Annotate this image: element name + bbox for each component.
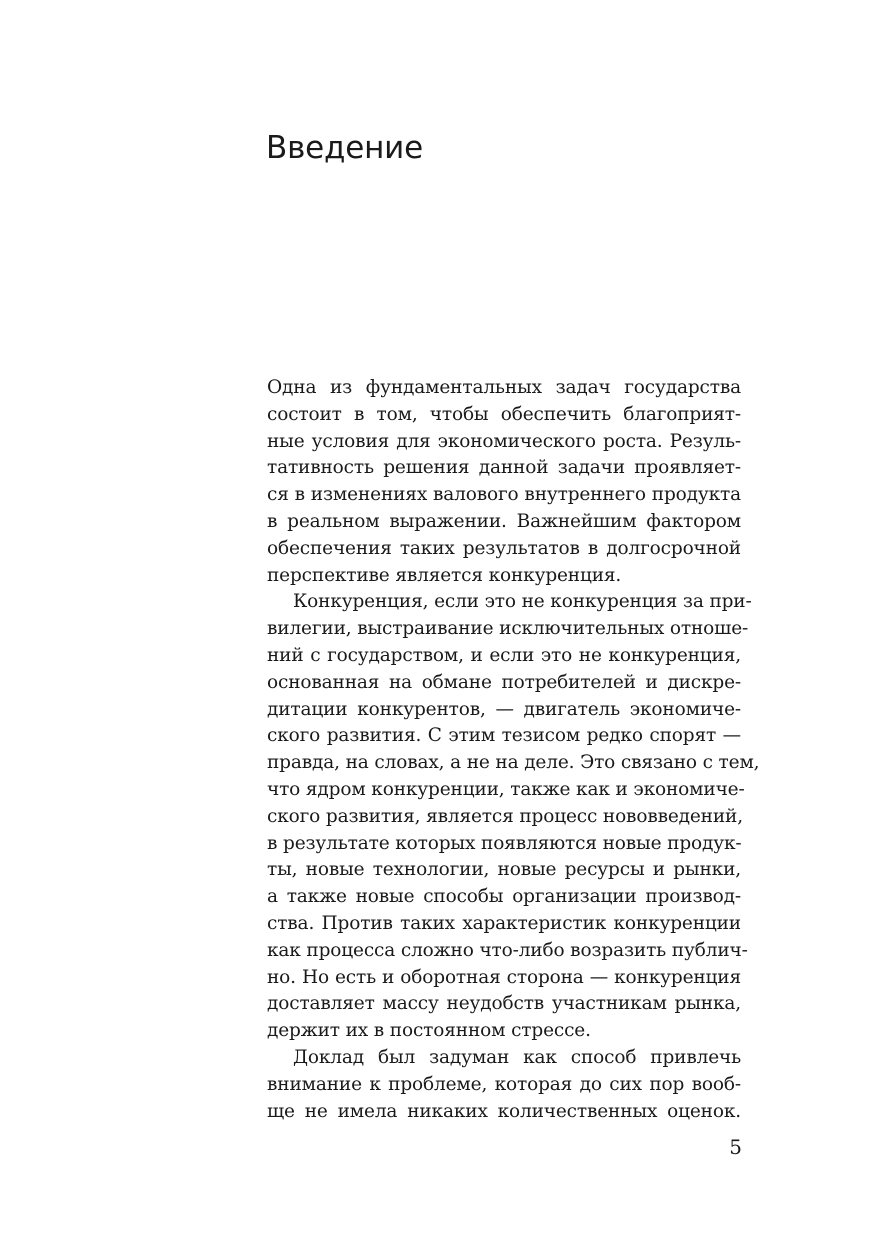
text-line: ний с государством, и если это не конкуренция, bbox=[267, 644, 741, 666]
text-line: ского развития, является процесс нововведений, bbox=[267, 805, 743, 827]
text-line: перспективе является конкуренция. bbox=[267, 564, 622, 586]
text-line: ского развития. С этим тезисом редко спорят — bbox=[267, 725, 741, 747]
text-line: ще не имела никаких количественных оценок. bbox=[267, 1100, 741, 1122]
text-line: ты, новые технологии, новые ресурсы и рынки, bbox=[267, 859, 741, 881]
text-line: как процесса сложно что-либо возразить публич- bbox=[267, 939, 748, 961]
text-line: что ядром конкуренции, также как и экономиче- bbox=[267, 778, 745, 800]
text-line: правда, на словах, а не на деле. Это связано с тем, bbox=[267, 752, 760, 774]
page-number: 5 bbox=[729, 1135, 742, 1159]
text-line: в реальном выражении. Важнейшим фактором bbox=[267, 510, 741, 532]
body-text bbox=[267, 375, 760, 1125]
text-line: но. Но есть и оборотная сторона — конкуренция bbox=[267, 966, 741, 988]
text-line: внимание к проблеме, которая до сих пор вооб- bbox=[267, 1073, 741, 1095]
text-line: Конкуренция, если это не конкуренция за при- bbox=[293, 591, 752, 613]
text-line: обеспечения таких результатов в долгосрочной bbox=[267, 537, 741, 559]
text-line: Одна из фундаментальных задач государства bbox=[267, 377, 741, 398]
text-line: доставляет массу неудобств участникам рынка, bbox=[267, 993, 741, 1015]
text-line: держит их в постоянном стрессе. bbox=[267, 1020, 591, 1042]
text-line: дитации конкурентов, — двигатель экономиче- bbox=[267, 698, 741, 720]
text-line: а также новые способы организации производ- bbox=[267, 886, 741, 908]
section-heading: Введение bbox=[266, 130, 424, 166]
text-line: основанная на обмане потребителей и дискре- bbox=[267, 671, 741, 693]
text-line: тативность решения данной задачи проявляет- bbox=[267, 457, 741, 479]
text-line: ся в изменениях валового внутреннего продукта bbox=[267, 484, 741, 506]
text-line: ства. Против таких характеристик конкуренции bbox=[267, 912, 741, 934]
text-line: в результате которых появляются новые продук- bbox=[267, 832, 742, 854]
text-line: вилегии, выстраивание исключительных отноше- bbox=[267, 618, 749, 640]
text-line: Доклад был задуман как способ привлечь bbox=[293, 1046, 741, 1068]
text-line: ные условия для экономического роста. Резуль- bbox=[267, 430, 741, 452]
text-line: состоит в том, чтобы обеспечить благоприят- bbox=[267, 403, 741, 425]
